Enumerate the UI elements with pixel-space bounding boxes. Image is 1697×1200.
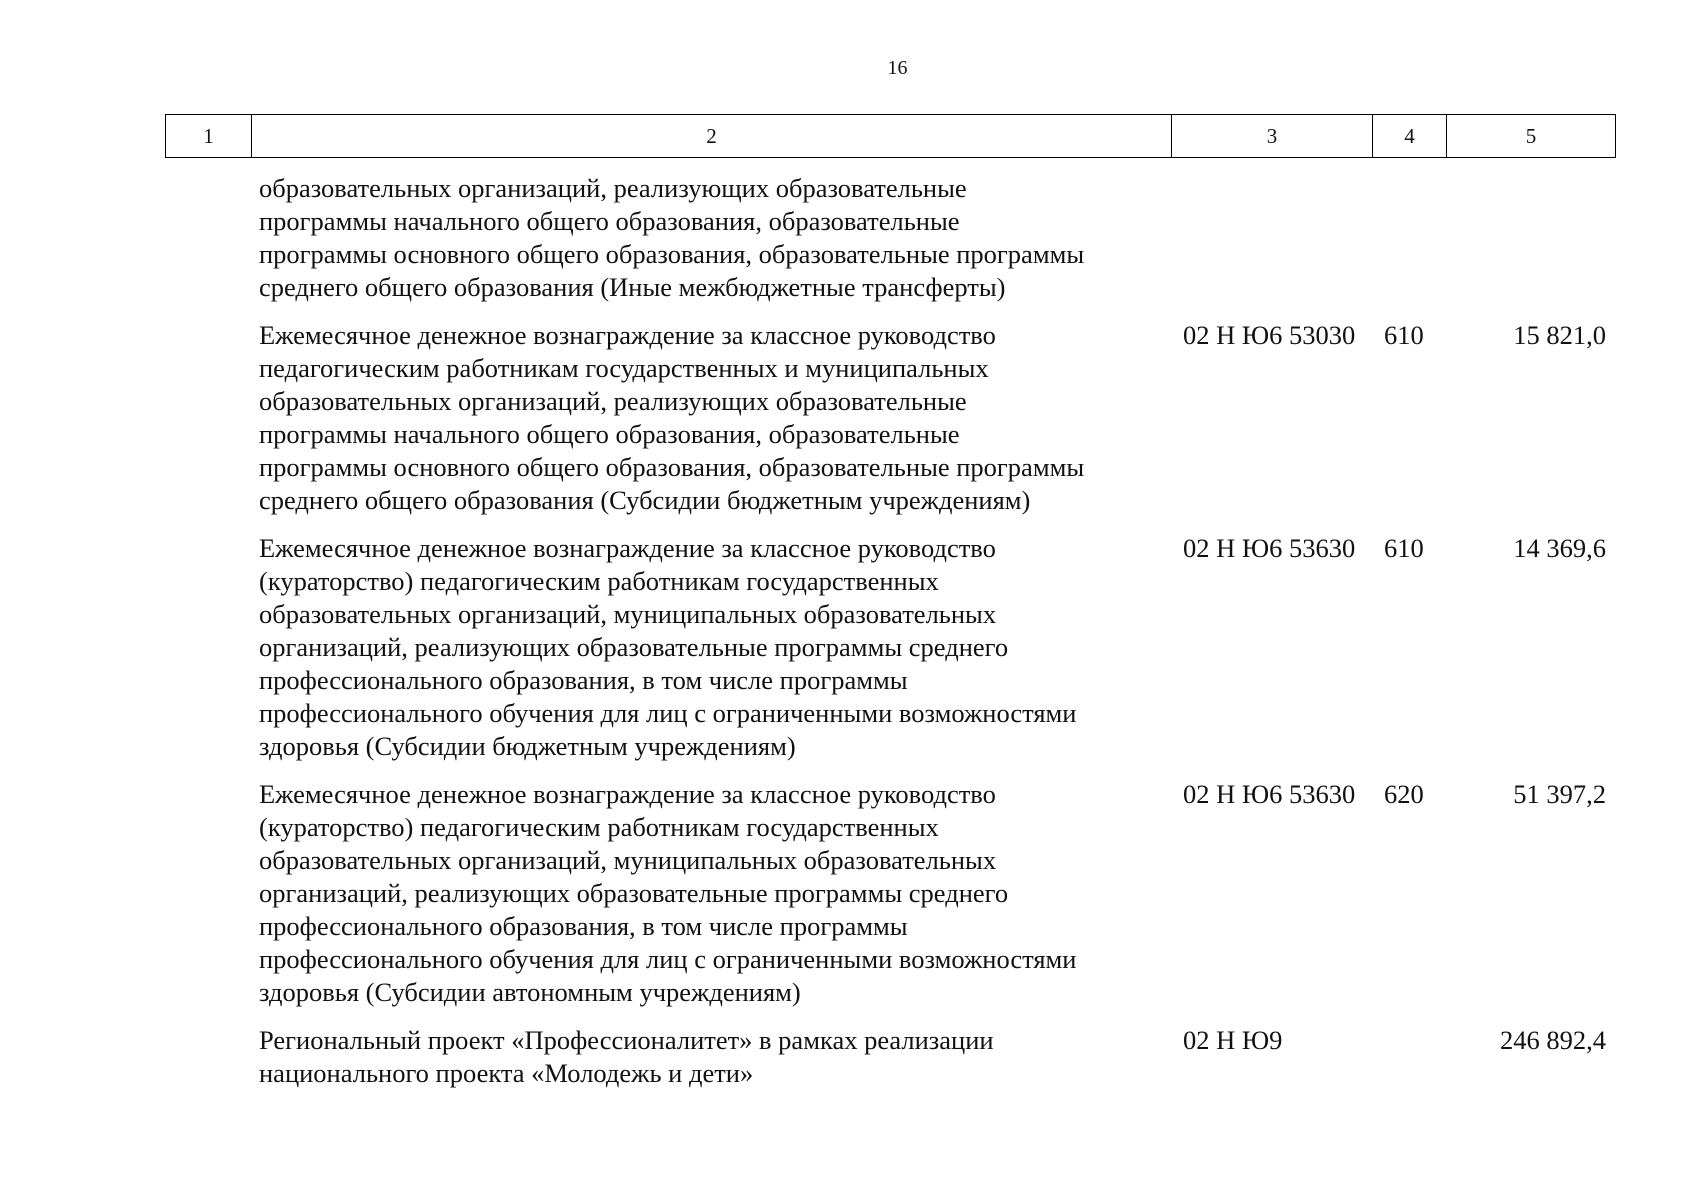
row-code: [1171, 172, 1382, 304]
row-amount: 14 369,6: [1513, 533, 1606, 563]
table-header: [165, 114, 1616, 158]
row-type: [1382, 1024, 1446, 1090]
row-amount: 51 397,2: [1513, 779, 1606, 809]
row-description: Ежемесячное денежное вознаграждение за классное руководство педагогическим работникам государственных и муниципальных образовательных организаций, реализующих образовательные программы начального общего образования, образовательные программы основного общего образования, образовательные программы среднего общего образования (Субсидии бюджетным учреждениям): [259, 320, 1085, 515]
header-col-2: 2: [252, 115, 1172, 157]
row-description: Региональный проект «Профессионалитет» в рамках реализации национального проекта «Молодежь и дети»: [259, 1025, 994, 1088]
page-number: 16: [887, 57, 908, 79]
row-code: 02 Н Ю6 53630: [1183, 533, 1356, 563]
row-type: [1382, 172, 1446, 304]
row-index-cell: [165, 172, 259, 304]
row-amount: 15 821,0: [1513, 320, 1606, 350]
row-amount: 246 892,4: [1500, 1025, 1606, 1055]
row-code: 02 Н Ю6 53630: [1183, 779, 1356, 809]
row-index-cell: [165, 1024, 259, 1090]
header-col-3: 3: [1172, 115, 1373, 157]
row-description: Ежемесячное денежное вознаграждение за классное руководство (кураторство) педагогическим работникам государственных образовательных организаций, муниципальных образовательных организаций, реализующих образовательные программы среднего профессионального образования, в том числе программы профессионального обучения для лиц с ограниченными возможностями здоровья (Субсидии бюджетным учреждениям): [259, 533, 1077, 761]
row-index-cell: [165, 319, 259, 517]
row-description: Ежемесячное денежное вознаграждение за классное руководство (кураторство) педагогическим работникам государственных образовательных организаций, муниципальных образовательных организаций, реализующих образовательные программы среднего профессионального образования, в том числе программы профессионального обучения для лиц с ограниченными возможностями здоровья (Субсидии автономным учреждениям): [259, 779, 1077, 1007]
row-index-cell: [165, 532, 259, 763]
row-type: 620: [1384, 779, 1424, 809]
row-description: образовательных организаций, реализующих образовательные программы начального общего образования, образовательные программы основного общего образования, образовательные программы среднего общего образования (Иные межбюджетные трансферты): [259, 173, 1085, 302]
row-code: 02 Н Ю6 53030: [1183, 320, 1356, 350]
table-row: [165, 172, 1616, 304]
row-type: 610: [1384, 320, 1424, 350]
header-col-5: 5: [1525, 123, 1537, 148]
row-code: 02 Н Ю9: [1183, 1025, 1283, 1055]
table-row: [165, 778, 1616, 1009]
row-index-cell: [165, 778, 259, 1009]
header-col-4: 4: [1373, 115, 1447, 157]
table-row: [165, 1024, 1616, 1090]
row-type: 610: [1384, 533, 1424, 563]
table-body: [165, 172, 1616, 1105]
table-row: [165, 532, 1616, 763]
header-col-1: 1: [166, 115, 252, 157]
table-row: [165, 319, 1616, 517]
row-amount: [1446, 172, 1606, 304]
